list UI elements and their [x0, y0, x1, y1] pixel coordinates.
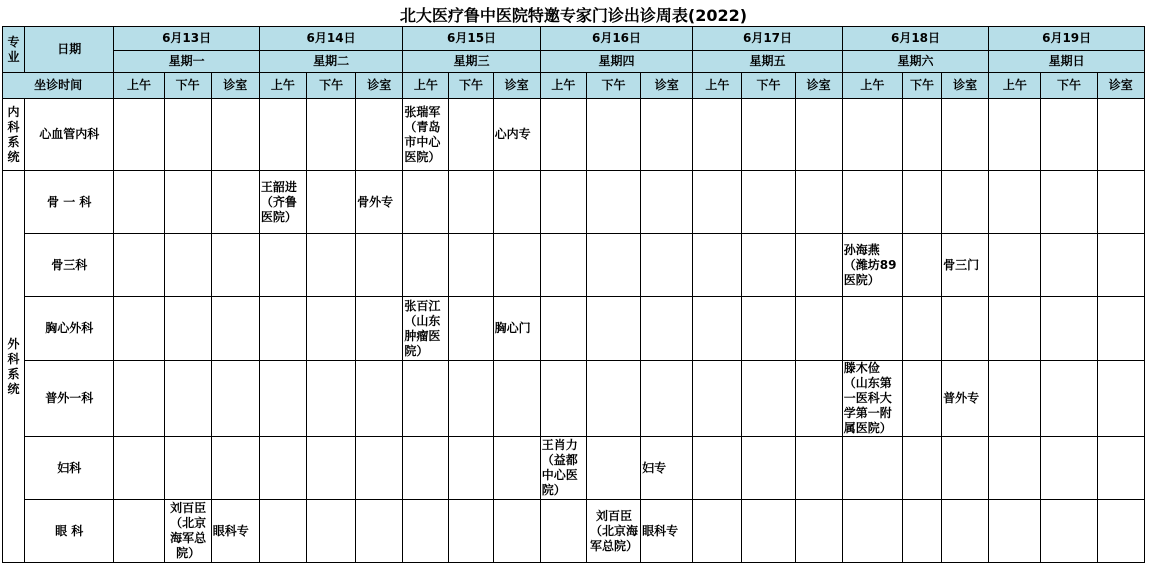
slot-am-header: 上午 — [403, 73, 449, 99]
slot-am-header: 上午 — [989, 73, 1041, 99]
doctor-cell — [586, 234, 640, 297]
doctor-cell — [742, 297, 795, 361]
doctor-cell — [1041, 500, 1097, 563]
doctor-cell — [693, 297, 742, 361]
room-cell: 眼科专 — [211, 500, 259, 563]
room-cell — [641, 297, 693, 361]
slot-pm-header: 下午 — [449, 73, 493, 99]
room-cell — [211, 171, 259, 234]
department-name: 骨三科 — [25, 234, 114, 297]
doctor-cell — [540, 171, 586, 234]
room-cell — [641, 361, 693, 437]
room-cell — [1097, 234, 1144, 297]
doctor-cell — [164, 99, 211, 171]
room-cell — [356, 361, 403, 437]
specialty-header: 专业 — [3, 27, 25, 73]
doctor-cell — [114, 99, 164, 171]
day-date-4: 6月17日 — [693, 27, 842, 51]
doctor-cell — [540, 297, 586, 361]
doctor-cell — [693, 361, 742, 437]
room-cell: 妇专 — [641, 437, 693, 500]
doctor-cell — [114, 234, 164, 297]
date-header: 日期 — [25, 27, 114, 73]
room-cell — [211, 437, 259, 500]
day-date-2: 6月15日 — [403, 27, 540, 51]
room-cell — [1097, 500, 1144, 563]
day-weekday-6: 星期日 — [989, 51, 1145, 73]
department-name: 胸心外科 — [25, 297, 114, 361]
room-cell: 眼科专 — [641, 500, 693, 563]
doctor-cell — [403, 234, 449, 297]
day-weekday-2: 星期三 — [403, 51, 540, 73]
doctor-cell — [540, 500, 586, 563]
room-cell — [356, 437, 403, 500]
doctor-cell — [989, 297, 1041, 361]
doctor-cell — [403, 500, 449, 563]
doctor-cell — [693, 171, 742, 234]
doctor-cell — [307, 234, 356, 297]
room-cell — [795, 500, 842, 563]
table-row — [3, 297, 1145, 361]
doctor-cell — [989, 234, 1041, 297]
day-weekday-1: 星期二 — [259, 51, 402, 73]
doctor-cell — [307, 361, 356, 437]
doctor-cell — [586, 99, 640, 171]
room-cell: 骨三门 — [942, 234, 989, 297]
doctor-cell — [742, 171, 795, 234]
doctor-cell — [693, 437, 742, 500]
doctor-cell — [164, 361, 211, 437]
doctor-cell — [586, 361, 640, 437]
doctor-cell — [259, 437, 306, 500]
room-cell — [795, 234, 842, 297]
doctor-cell — [1041, 297, 1097, 361]
day-weekday-0: 星期一 — [114, 51, 259, 73]
doctor-cell: 滕木俭（山东第一医科大学第一附属医院） — [842, 361, 902, 437]
doctor-cell — [114, 437, 164, 500]
room-cell — [211, 234, 259, 297]
room-cell — [211, 361, 259, 437]
department-name: 普外一科 — [25, 361, 114, 437]
doctor-cell — [902, 99, 941, 171]
doctor-cell — [307, 437, 356, 500]
day-date-1: 6月14日 — [259, 27, 402, 51]
doctor-cell — [989, 99, 1041, 171]
room-cell — [493, 171, 540, 234]
slot-am-header: 上午 — [259, 73, 306, 99]
doctor-cell: 刘百臣（北京海军总院） — [586, 500, 640, 563]
room-cell: 普外专 — [942, 361, 989, 437]
room-cell — [795, 361, 842, 437]
doctor-cell — [1041, 171, 1097, 234]
slot-am-header: 上午 — [693, 73, 742, 99]
day-date-3: 6月16日 — [540, 27, 693, 51]
doctor-cell: 王韶进（齐鲁医院） — [259, 171, 306, 234]
doctor-cell — [449, 297, 493, 361]
doctor-cell — [259, 500, 306, 563]
doctor-cell — [842, 297, 902, 361]
doctor-cell — [989, 171, 1041, 234]
doctor-cell — [693, 99, 742, 171]
doctor-cell — [307, 99, 356, 171]
doctor-cell — [742, 437, 795, 500]
room-cell: 胸心门 — [493, 297, 540, 361]
table-row — [3, 99, 1145, 171]
doctor-cell — [693, 500, 742, 563]
doctor-cell — [114, 500, 164, 563]
slot-pm-header: 下午 — [742, 73, 795, 99]
room-cell — [795, 99, 842, 171]
room-cell — [211, 99, 259, 171]
doctor-cell — [693, 234, 742, 297]
table-row — [3, 500, 1145, 563]
room-cell — [1097, 99, 1144, 171]
doctor-cell — [1041, 234, 1097, 297]
slot-room-header: 诊室 — [795, 73, 842, 99]
room-cell: 骨外专 — [356, 171, 403, 234]
schedule-table — [2, 4, 1145, 563]
room-cell — [942, 437, 989, 500]
department-name: 妇科 — [25, 437, 114, 500]
table-row — [3, 171, 1145, 234]
department-name: 心血管内科 — [25, 99, 114, 171]
room-cell — [356, 234, 403, 297]
doctor-cell — [742, 500, 795, 563]
doctor-cell — [989, 500, 1041, 563]
room-cell — [356, 500, 403, 563]
doctor-cell: 张瑞军（青岛市中心医院） — [403, 99, 449, 171]
room-cell — [493, 234, 540, 297]
room-cell — [1097, 297, 1144, 361]
doctor-cell — [259, 297, 306, 361]
doctor-cell: 刘百臣（北京海军总院） — [164, 500, 211, 563]
slot-room-header: 诊室 — [942, 73, 989, 99]
doctor-cell — [403, 437, 449, 500]
room-cell — [641, 171, 693, 234]
slot-am-header: 上午 — [540, 73, 586, 99]
doctor-cell — [259, 361, 306, 437]
doctor-cell — [307, 500, 356, 563]
room-cell — [795, 171, 842, 234]
day-date-5: 6月18日 — [842, 27, 988, 51]
room-cell — [211, 297, 259, 361]
day-weekday-4: 星期五 — [693, 51, 842, 73]
slot-pm-header: 下午 — [586, 73, 640, 99]
room-cell: 心内专 — [493, 99, 540, 171]
doctor-cell — [989, 437, 1041, 500]
slot-room-header: 诊室 — [356, 73, 403, 99]
table-row — [3, 437, 1145, 500]
doctor-cell: 孙海燕（潍坊89医院） — [842, 234, 902, 297]
table-row — [3, 361, 1145, 437]
doctor-cell — [164, 297, 211, 361]
day-date-0: 6月13日 — [114, 27, 259, 51]
doctor-cell — [842, 99, 902, 171]
slot-room-header: 诊室 — [211, 73, 259, 99]
doctor-cell — [742, 99, 795, 171]
doctor-cell — [902, 234, 941, 297]
doctor-cell — [540, 361, 586, 437]
slot-pm-header: 下午 — [307, 73, 356, 99]
room-cell — [795, 297, 842, 361]
doctor-cell — [449, 234, 493, 297]
doctor-cell — [114, 361, 164, 437]
room-cell — [493, 361, 540, 437]
doctor-cell — [259, 99, 306, 171]
doctor-cell — [259, 234, 306, 297]
doctor-cell — [902, 171, 941, 234]
department-name: 眼 科 — [25, 500, 114, 563]
page-title: 北大医疗鲁中医院特邀专家门诊出诊周表(2022) — [3, 4, 1145, 27]
doctor-cell — [902, 361, 941, 437]
doctor-cell — [403, 171, 449, 234]
room-cell — [641, 234, 693, 297]
table-row — [3, 234, 1145, 297]
room-cell — [493, 437, 540, 500]
room-cell — [1097, 361, 1144, 437]
doctor-cell — [842, 437, 902, 500]
doctor-cell — [449, 171, 493, 234]
doctor-cell — [449, 500, 493, 563]
doctor-cell — [449, 437, 493, 500]
doctor-cell — [742, 361, 795, 437]
department-name: 骨 一 科 — [25, 171, 114, 234]
slot-room-header: 诊室 — [641, 73, 693, 99]
room-cell — [795, 437, 842, 500]
doctor-cell: 张百江（山东肿瘤医院） — [403, 297, 449, 361]
doctor-cell — [586, 171, 640, 234]
slot-pm-header: 下午 — [1041, 73, 1097, 99]
slot-am-header: 上午 — [114, 73, 164, 99]
room-cell — [356, 99, 403, 171]
day-weekday-3: 星期四 — [540, 51, 693, 73]
doctor-cell — [742, 234, 795, 297]
category-cell: 外科系统 — [3, 171, 25, 563]
doctor-cell — [902, 500, 941, 563]
time-header: 坐诊时间 — [3, 73, 114, 99]
day-weekday-5: 星期六 — [842, 51, 988, 73]
room-cell — [356, 297, 403, 361]
doctor-cell — [989, 361, 1041, 437]
room-cell — [1097, 171, 1144, 234]
doctor-cell — [586, 437, 640, 500]
doctor-cell — [842, 171, 902, 234]
doctor-cell — [164, 234, 211, 297]
doctor-cell — [164, 437, 211, 500]
room-cell — [641, 99, 693, 171]
doctor-cell — [540, 99, 586, 171]
doctor-cell — [114, 297, 164, 361]
slot-room-header: 诊室 — [493, 73, 540, 99]
doctor-cell — [449, 361, 493, 437]
doctor-cell — [586, 297, 640, 361]
doctor-cell — [164, 171, 211, 234]
room-cell — [942, 99, 989, 171]
slot-pm-header: 下午 — [902, 73, 941, 99]
doctor-cell — [307, 171, 356, 234]
doctor-cell — [1041, 361, 1097, 437]
slot-room-header: 诊室 — [1097, 73, 1144, 99]
room-cell — [942, 171, 989, 234]
doctor-cell — [842, 500, 902, 563]
doctor-cell — [1041, 437, 1097, 500]
category-cell: 内科系统 — [3, 99, 25, 171]
doctor-cell — [307, 297, 356, 361]
doctor-cell: 王肖力（益都中心医院） — [540, 437, 586, 500]
doctor-cell — [540, 234, 586, 297]
room-cell — [942, 297, 989, 361]
doctor-cell — [902, 437, 941, 500]
day-date-6: 6月19日 — [989, 27, 1145, 51]
doctor-cell — [902, 297, 941, 361]
doctor-cell — [449, 99, 493, 171]
doctor-cell — [403, 361, 449, 437]
room-cell — [493, 500, 540, 563]
slot-pm-header: 下午 — [164, 73, 211, 99]
room-cell — [1097, 437, 1144, 500]
doctor-cell — [1041, 99, 1097, 171]
slot-am-header: 上午 — [842, 73, 902, 99]
room-cell — [942, 500, 989, 563]
doctor-cell — [114, 171, 164, 234]
